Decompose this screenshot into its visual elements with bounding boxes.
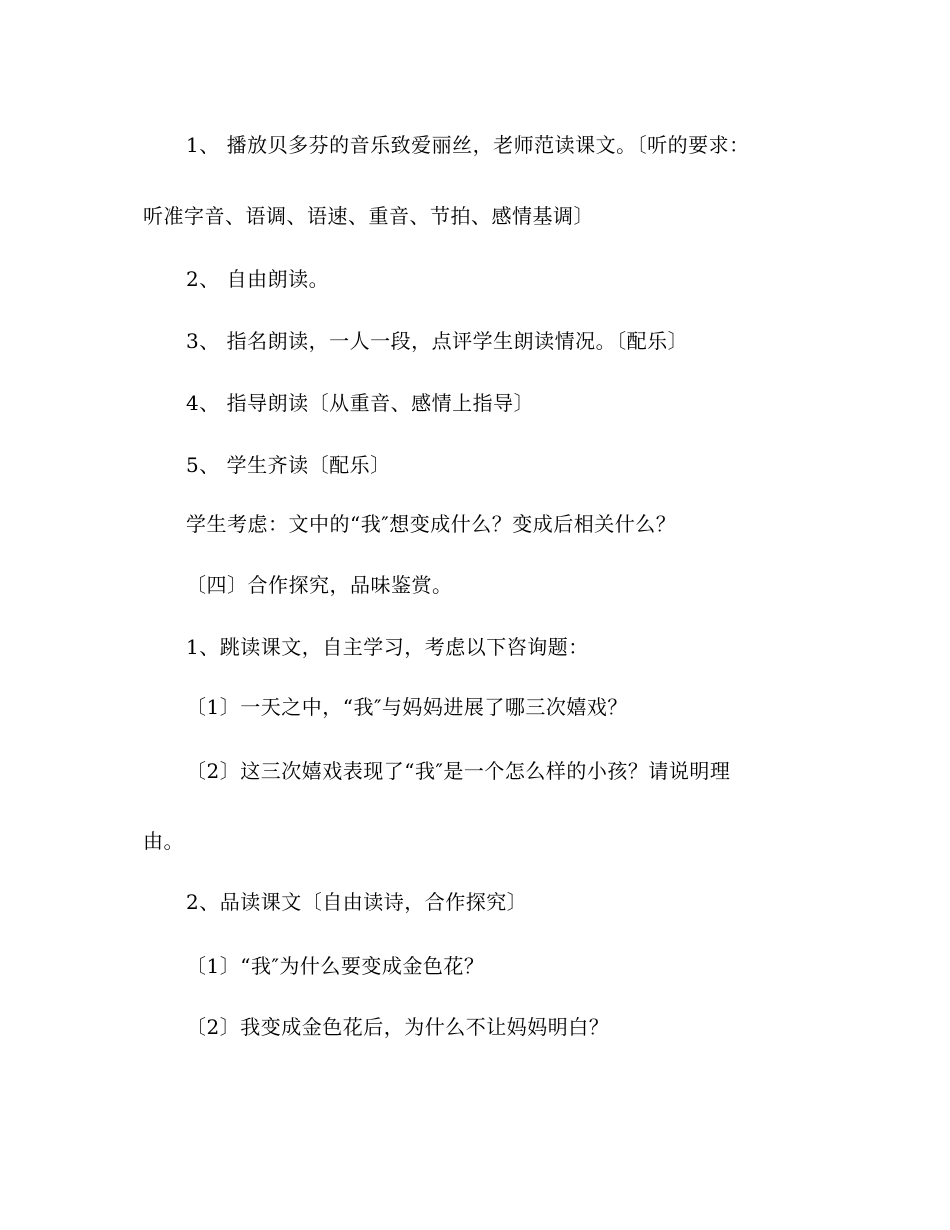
text-line-2: 听准字音、语调、语速、重音、节拍、感情基调〕 — [143, 204, 594, 228]
text-line-14: 〔1〕“我″为什么要变成金色花？ — [186, 954, 485, 978]
text-line-8: 〔四〕合作探究，品味鉴赏。 — [186, 573, 453, 597]
text-line-11: 〔2〕这三次嬉戏表现了“我″是一个怎么样的小孩？请说明理 — [186, 759, 731, 783]
text-line-6: 5、 学生齐读〔配乐〕 — [186, 453, 391, 477]
text-line-12: 由。 — [143, 829, 184, 853]
text-line-5: 4、 指导朗读〔从重音、感情上指导〕 — [186, 391, 535, 415]
text-line-7: 学生考虑：文中的“我″想变成什么？变成后相关什么？ — [186, 512, 677, 536]
text-line-15: 〔2〕我变成金色花后，为什么不让妈妈明白？ — [186, 1015, 610, 1039]
text-line-1: 1、 播放贝多芬的音乐致爱丽丝，老师范读课文。〔听的要求： — [186, 133, 750, 157]
text-line-3: 2、 自由朗读。 — [186, 267, 330, 291]
text-line-4: 3、 指名朗读，一人一段，点评学生朗读情况。〔配乐〕 — [186, 329, 689, 353]
text-line-10: 〔1〕一天之中，“我″与妈妈进展了哪三次嬉戏？ — [186, 695, 628, 719]
text-line-13: 2、品读课文〔自由读诗，合作探究〕 — [186, 890, 528, 914]
text-line-9: 1、跳读课文，自主学习，考虑以下咨询题： — [186, 635, 589, 659]
